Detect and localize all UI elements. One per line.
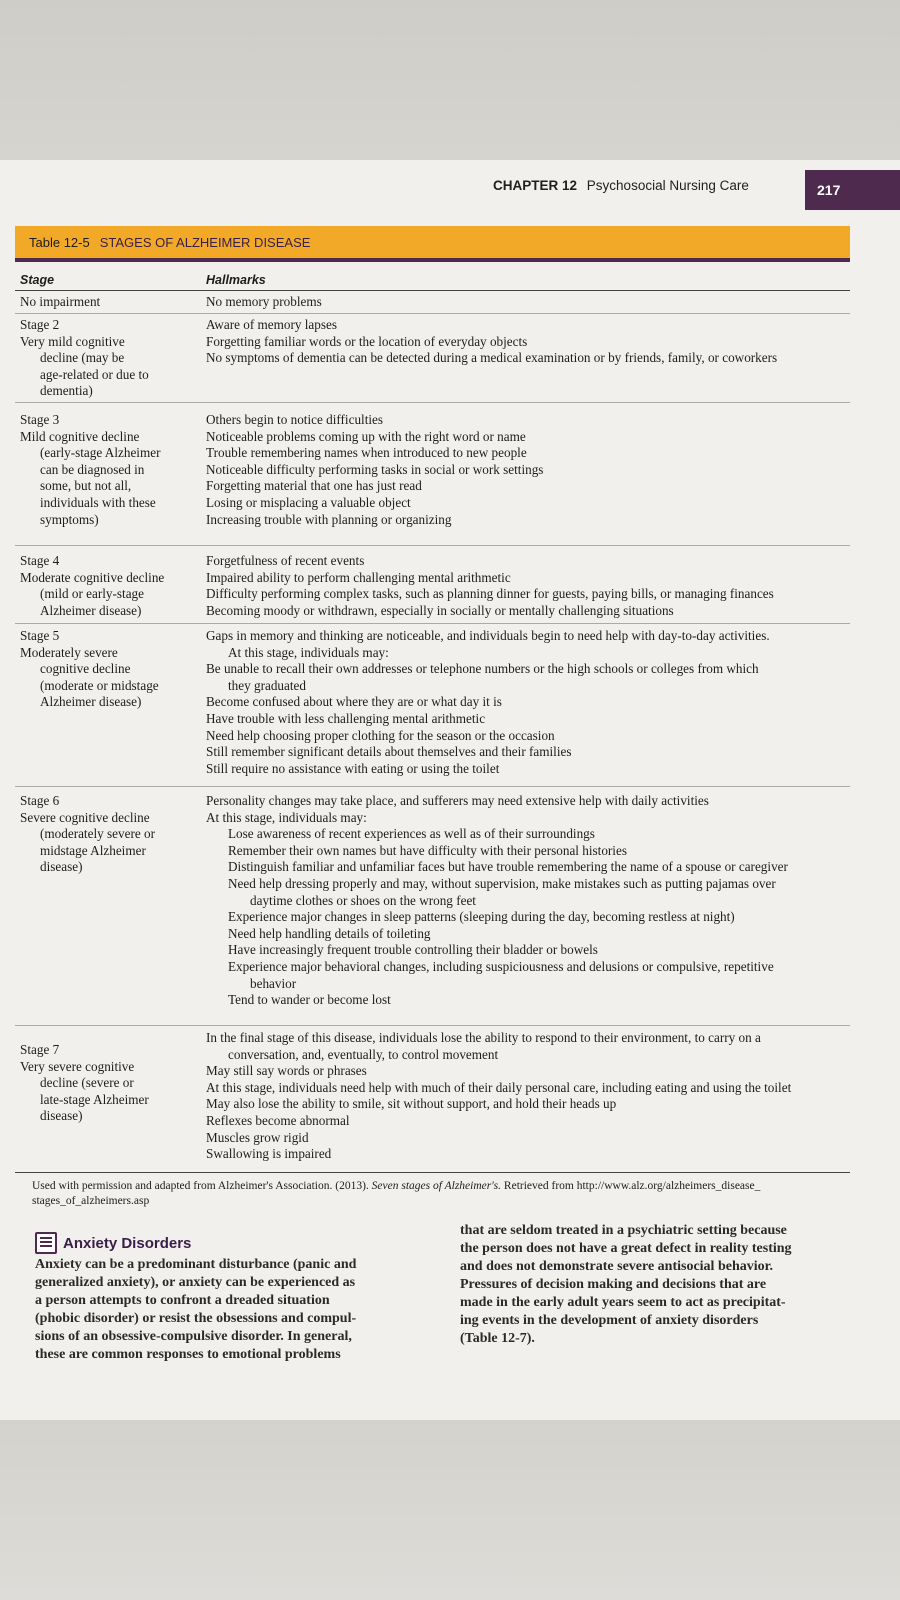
stage-name: Stage 7	[20, 1042, 60, 1057]
hallmark-line: behavior	[250, 975, 297, 991]
body-line: and does not demonstrate severe antisocial behavior.	[460, 1259, 774, 1274]
hallmark-line: Tend to wander or become lost	[228, 992, 391, 1008]
background-bottom	[0, 1420, 900, 1600]
stage-description-cont: some, but not all,	[40, 478, 132, 494]
hallmark-line: Experience major behavioral changes, including suspiciousness and delusions or compulsive, repetitive	[228, 958, 774, 974]
hallmark-line: Still remember significant details about themselves and their families	[206, 744, 572, 760]
stage-cell	[20, 1042, 200, 1125]
hallmark-line: Muscles grow rigid	[206, 1129, 309, 1145]
hallmark-line: No memory problems	[206, 294, 322, 309]
hallmark-line: Reflexes become abnormal	[206, 1112, 350, 1128]
stage-cell	[20, 553, 200, 619]
hallmark-line: No symptoms of dementia can be detected during a medical examination or by friends, family, or coworkers	[206, 350, 778, 366]
stage-description: Severe cognitive decline	[20, 809, 150, 825]
source-suffix: Retrieved from http://www.alz.org/alzheimers_disease_	[503, 1180, 761, 1192]
stage-description-cont: (moderately severe or	[40, 826, 155, 842]
hallmark-line: Have trouble with less challenging mental arithmetic	[206, 710, 486, 726]
stage-description-cont: age-related or due to	[40, 366, 149, 382]
body-line: (phobic disorder) or resist the obsessions and compul-	[35, 1311, 357, 1326]
body-line: made in the early adult years seem to act as precipitat-	[460, 1295, 786, 1310]
row-rule	[15, 1025, 850, 1026]
hallmark-line: May still say words or phrases	[206, 1063, 367, 1079]
hallmark-line: daytime clothes or shoes on the wrong feet	[250, 892, 476, 908]
chapter-number: CHAPTER 12	[493, 178, 578, 193]
hallmark-line: Others begin to notice difficulties	[206, 412, 384, 427]
row-rule	[15, 545, 850, 546]
hallmark-line: In the final stage of this disease, individuals lose the ability to respond to their environment, to carry on a	[206, 1030, 761, 1045]
hallmark-line: Be unable to recall their own addresses or telephone numbers or the high schools or colleges from which	[206, 661, 759, 677]
hallmark-line: At this stage, individuals may:	[228, 644, 389, 660]
hallmark-line: Still require no assistance with eating or using the toilet	[206, 760, 500, 776]
body-column-left	[35, 1232, 435, 1364]
stage-description-cont: (moderate or midstage	[40, 677, 159, 693]
body-line: ing events in the development of anxiety disorders	[460, 1313, 759, 1328]
running-header	[493, 178, 749, 193]
stage-description: Very severe cognitive	[20, 1058, 135, 1074]
stage-name: Stage 5	[20, 628, 60, 643]
hallmark-line: Forgetting material that one has just read	[206, 478, 422, 494]
hallmark-line: At this stage, individuals may:	[206, 809, 367, 825]
hallmark-line: Swallowing is impaired	[206, 1146, 332, 1162]
hallmark-line: Distinguish familiar and unfamiliar faces but have trouble remembering the name of a spouse or caregiver	[228, 859, 788, 875]
stage-cell	[20, 628, 200, 711]
stage-description-cont: decline (severe or	[40, 1075, 134, 1091]
hallmark-line: Losing or misplacing a valuable object	[206, 494, 411, 510]
body-line: sions of an obsessive-compulsive disorder. In general,	[35, 1329, 352, 1344]
body-line: generalized anxiety), or anxiety can be experienced as	[35, 1275, 356, 1290]
chapter-title: Psychosocial Nursing Care	[586, 178, 749, 193]
stage-description-cont: can be diagnosed in	[40, 461, 145, 477]
stage-cell	[20, 793, 200, 876]
table-number: Table 12-5	[29, 234, 90, 250]
stage-description-cont: disease)	[40, 859, 83, 875]
section-heading	[35, 1232, 435, 1254]
hallmark-line: Personality changes may take place, and sufferers may need extensive help with daily activities	[206, 793, 709, 808]
body-line: Pressures of decision making and decisions that are	[460, 1277, 767, 1292]
body-line: that are seldom treated in a psychiatric setting because	[460, 1223, 787, 1238]
background-top	[0, 0, 900, 160]
stage-description-cont: Alzheimer disease)	[40, 694, 142, 710]
header-rule	[15, 290, 850, 291]
stage-description-cont: (mild or early-stage	[40, 586, 144, 602]
banner-rule	[15, 258, 850, 262]
hallmark-line: Becoming moody or withdrawn, especially in socially or mentally challenging situations	[206, 602, 674, 618]
stage-description-cont: cognitive decline	[40, 661, 131, 677]
stage-description-cont: dementia)	[40, 383, 93, 399]
stage-description: Very mild cognitive	[20, 333, 125, 349]
hallmark-line: Noticeable difficulty performing tasks in social or work settings	[206, 461, 544, 477]
hallmarks-cell	[206, 793, 846, 1009]
hallmark-line: Impaired ability to perform challenging mental arithmetic	[206, 569, 511, 585]
hallmark-line: Have increasingly frequent trouble controlling their bladder or bowels	[228, 942, 598, 958]
table-source-note	[32, 1179, 852, 1209]
stage-description-cont: disease)	[40, 1108, 83, 1124]
body-paragraph	[460, 1222, 845, 1348]
hallmark-line: Difficulty performing complex tasks, such as planning dinner for guests, paying bills, or managing finances	[206, 586, 774, 602]
hallmark-line: Need help dressing properly and may, without supervision, make mistakes such as putting pajamas over	[228, 875, 776, 891]
section-heading-text: Anxiety Disorders	[63, 1234, 192, 1252]
hallmark-line: Aware of memory lapses	[206, 317, 337, 332]
hallmarks-cell	[206, 628, 846, 777]
stage-description-cont: midstage Alzheimer	[40, 842, 146, 858]
body-line: these are common responses to emotional problems	[35, 1347, 341, 1362]
stage-name: Stage 2	[20, 317, 60, 332]
hallmark-line: Lose awareness of recent experiences as well as of their surroundings	[228, 826, 595, 842]
body-line: (Table 12-7).	[460, 1331, 535, 1346]
stage-name: Stage 4	[20, 553, 60, 568]
stage-description: Mild cognitive decline	[20, 428, 140, 444]
column-header-stage: Stage	[20, 273, 55, 287]
hallmarks-cell	[206, 412, 846, 528]
hallmark-line: May also lose the ability to smile, sit without support, and hold their heads up	[206, 1096, 617, 1112]
hallmark-line: Experience major changes in sleep patterns (sleeping during the day, becoming restless at night)	[228, 909, 735, 925]
hallmark-line: conversation, and, eventually, to control movement	[228, 1046, 499, 1062]
source-prefix: Used with permission and adapted from Alzheimer's Association. (2013).	[32, 1180, 369, 1192]
table-bottom-rule	[15, 1172, 850, 1173]
hallmark-line: Trouble remembering names when introduced to new people	[206, 445, 527, 461]
stage-description-cont: Alzheimer disease)	[40, 602, 142, 618]
hallmark-line: Increasing trouble with planning or organizing	[206, 511, 452, 527]
hallmark-line: Remember their own names but have difficulty with their personal histories	[228, 842, 627, 858]
hallmark-line: Need help handling details of toileting	[228, 925, 431, 941]
page-number: 217	[805, 170, 900, 210]
stage-description: Moderately severe	[20, 644, 118, 660]
source-title: Seven stages of Alzheimer's.	[371, 1180, 502, 1192]
row-rule	[15, 623, 850, 624]
body-paragraph	[35, 1256, 435, 1364]
hallmarks-cell	[206, 294, 846, 311]
stage-cell	[20, 412, 200, 528]
book-icon	[35, 1232, 57, 1254]
column-header-hallmarks: Hallmarks	[206, 273, 266, 287]
body-line: a person attempts to confront a dreaded situation	[35, 1293, 330, 1308]
body-column-right	[460, 1222, 845, 1348]
hallmark-line: Forgetfulness of recent events	[206, 553, 365, 568]
row-rule	[15, 313, 850, 314]
stage-name: Stage 6	[20, 793, 60, 808]
stage-description-cont: decline (may be	[40, 350, 125, 366]
row-rule	[15, 786, 850, 787]
hallmark-line: they graduated	[228, 677, 306, 693]
stage-cell	[20, 294, 200, 311]
hallmarks-cell	[206, 317, 846, 367]
hallmark-line: Become confused about where they are or what day it is	[206, 694, 502, 710]
hallmarks-cell	[206, 553, 846, 619]
body-line: the person does not have a great defect in reality testing	[460, 1241, 792, 1256]
stage-description-cont: (early-stage Alzheimer	[40, 445, 161, 461]
stage-description: Moderate cognitive decline	[20, 569, 165, 585]
row-rule	[15, 402, 850, 403]
hallmark-line: Need help choosing proper clothing for the season or the occasion	[206, 727, 555, 743]
stage-description-cont: late-stage Alzheimer	[40, 1091, 149, 1107]
stage-cell	[20, 317, 200, 400]
stage-description-cont: individuals with these	[40, 494, 156, 510]
table-title: STAGES OF ALZHEIMER DISEASE	[99, 234, 311, 250]
hallmark-line: Gaps in memory and thinking are noticeable, and individuals begin to need help with day-to-day activities.	[206, 628, 770, 643]
hallmark-line: Forgetting familiar words or the location of everyday objects	[206, 333, 528, 349]
stage-description-cont: symptoms)	[40, 511, 99, 527]
source-line-2: stages_of_alzheimers.asp	[32, 1195, 150, 1207]
hallmark-line: At this stage, individuals need help with much of their daily personal care, including eating and using the toilet	[206, 1079, 792, 1095]
table-title-banner	[15, 226, 850, 258]
body-line: Anxiety can be a predominant disturbance (panic and	[35, 1257, 357, 1272]
stage-name: Stage 3	[20, 412, 60, 427]
stage-name: No impairment	[20, 294, 101, 309]
hallmark-line: Noticeable problems coming up with the right word or name	[206, 428, 526, 444]
hallmarks-cell	[206, 1030, 846, 1163]
